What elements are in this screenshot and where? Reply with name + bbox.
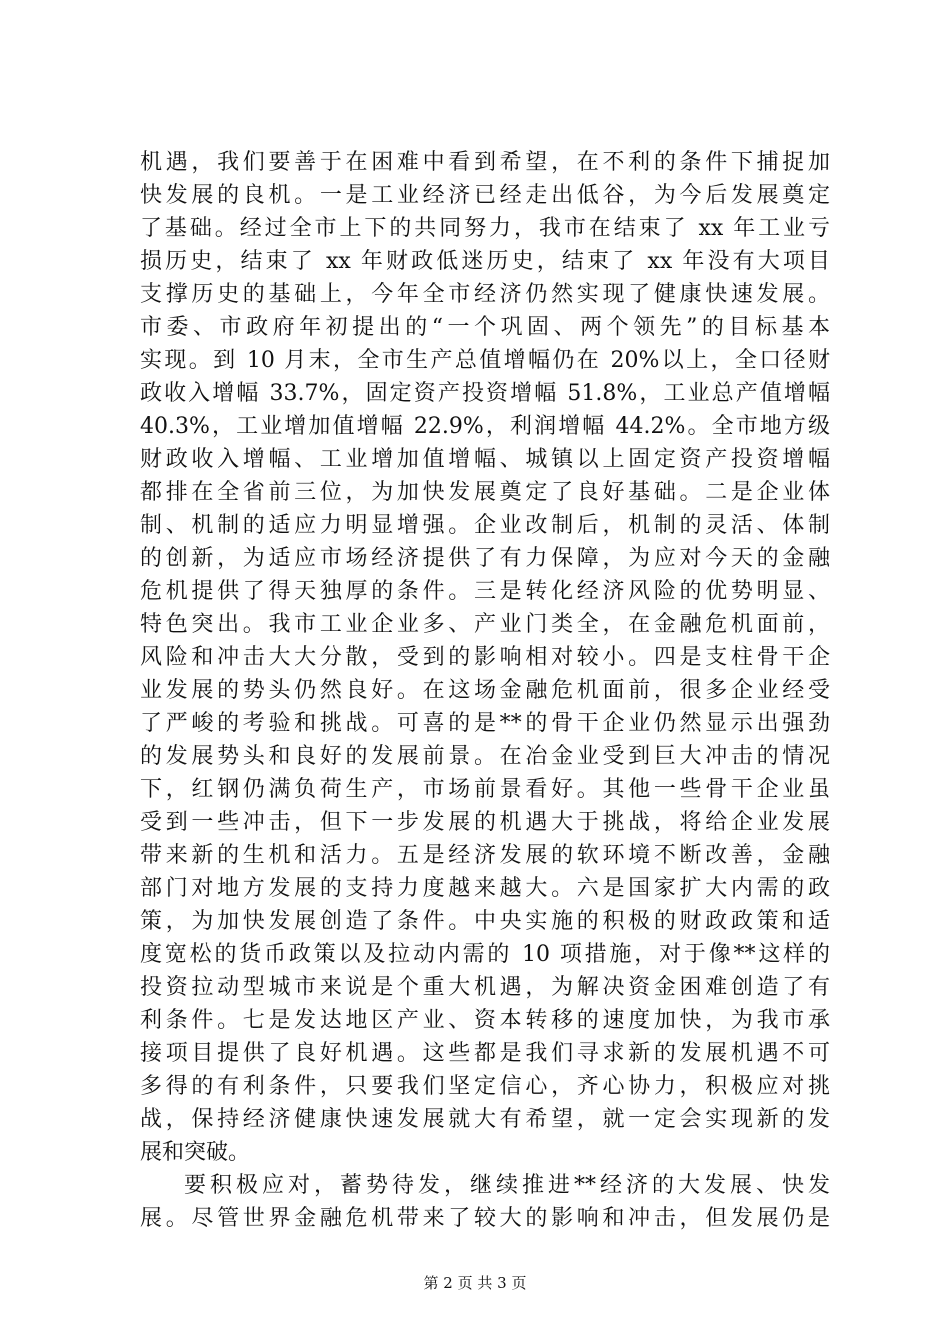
text-line: 的发展势头和良好的发展前景。在冶金业受到巨大冲击的情况: [140, 744, 830, 769]
text-line: 快发展的良机。一是工业经济已经走出低谷，为今后发展奠定: [140, 183, 830, 208]
text-line: 机遇，我们要善于在困难中看到希望，在不利的条件下捕捉加: [140, 150, 830, 175]
text-line: 政收入增幅 33.7%，固定资产投资增幅 51.8%，工业总产值增幅: [140, 381, 830, 406]
text-line: 战，保持经济健康快速发展就大有希望，就一定会实现新的发: [140, 1107, 830, 1132]
text-line: 利条件。七是发达地区产业、资本转移的速度加快，为我市承: [140, 1008, 830, 1033]
text-line: 制、机制的适应力明显增强。企业改制后，机制的灵活、体制: [140, 513, 830, 538]
paragraph-start-line: 要积极应对，蓄势待发，继续推进**经济的大发展、快发: [184, 1173, 830, 1198]
page-number-label: 第 2 页 共 3 页: [423, 1274, 527, 1292]
text-line: 危机提供了得天独厚的条件。三是转化经济风险的优势明显、: [140, 579, 830, 604]
document-body: [140, 146, 830, 1235]
text-line: 损历史，结束了 xx 年财政低迷历史，结束了 xx 年没有大项目: [140, 249, 830, 274]
text-line: 下，红钢仍满负荷生产，市场前景看好。其他一些骨干企业虽: [140, 777, 830, 802]
text-line: 的创新，为适应市场经济提供了有力保障，为应对今天的金融: [140, 546, 830, 571]
text-line: 特色突出。我市工业企业多、产业门类全，在金融危机面前，: [140, 612, 830, 637]
text-line: 支撑历史的基础上，今年全市经济仍然实现了健康快速发展。: [140, 282, 830, 307]
page-footer: [0, 1272, 950, 1293]
text-line: 都排在全省前三位，为加快发展奠定了良好基础。二是企业体: [140, 480, 830, 505]
paragraph-end-line: 展和突破。: [140, 1140, 251, 1165]
text-line: 投资拉动型城市来说是个重大机遇，为解决资金困难创造了有: [140, 975, 830, 1000]
text-line: 度宽松的货币政策以及拉动内需的 10 项措施，对于像**这样的: [140, 942, 830, 967]
text-line: 40.3%，工业增加值增幅 22.9%，利润增幅 44.2%。全市地方级: [140, 414, 830, 439]
text-line: 了严峻的考验和挑战。可喜的是**的骨干企业仍然显示出强劲: [140, 711, 830, 736]
text-line: 策，为加快发展创造了条件。中央实施的积极的财政政策和适: [140, 909, 830, 934]
text-line: 市委、市政府年初提出的“一个巩固、两个领先”的目标基本: [140, 315, 830, 340]
text-line: 业发展的势头仍然良好。在这场金融危机面前，很多企业经受: [140, 678, 830, 703]
text-line: 了基础。经过全市上下的共同努力，我市在结束了 xx 年工业亏: [140, 216, 830, 241]
text-line: 带来新的生机和活力。五是经济发展的软环境不断改善，金融: [140, 843, 830, 868]
text-line: 部门对地方发展的支持力度越来越大。六是国家扩大内需的政: [140, 876, 830, 901]
text-line: 财政收入增幅、工业增加值增幅、城镇以上固定资产投资增幅: [140, 447, 830, 472]
text-line: 受到一些冲击，但下一步发展的机遇大于挑战，将给企业发展: [140, 810, 830, 835]
text-line: 多得的有利条件，只要我们坚定信心，齐心协力，积极应对挑: [140, 1074, 830, 1099]
text-line: 实现。到 10 月末，全市生产总值增幅仍在 20%以上，全口径财: [140, 348, 830, 373]
text-line: 风险和冲击大大分散，受到的影响相对较小。四是支柱骨干企: [140, 645, 830, 670]
text-line: 展。尽管世界金融危机带来了较大的影响和冲击，但发展仍是: [140, 1206, 830, 1231]
text-line: 接项目提供了良好机遇。这些都是我们寻求新的发展机遇不可: [140, 1041, 830, 1066]
